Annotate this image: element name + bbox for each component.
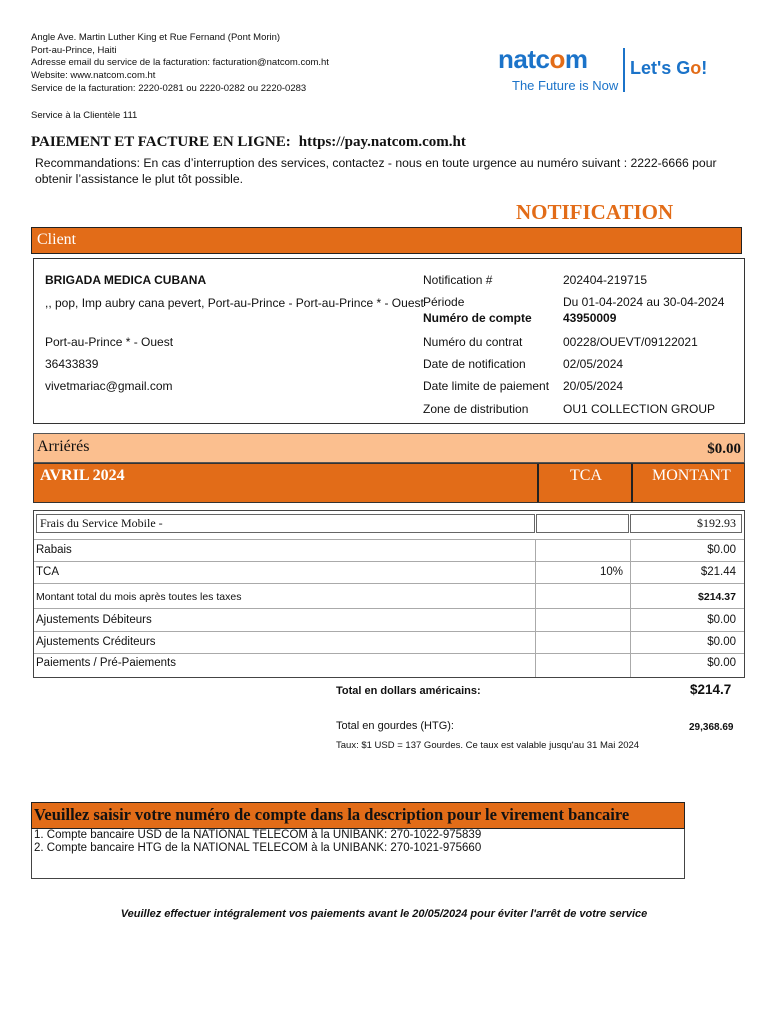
bank-transfer-header: Veuillez saisir votre numéro de compte dans la description pour le virement bancaire <box>31 802 685 829</box>
exchange-rate-note: Taux: $1 USD = 137 Gourdes. Ce taux est valable jusqu'au 31 Mai 2024 <box>336 740 640 751</box>
column-divider <box>630 539 631 677</box>
htg-total-value: 29,368.69 <box>689 722 734 733</box>
notification-number-label: Notification # <box>423 273 493 287</box>
billing-phone-line: Service de la facturation: 2220-0281 ou 2220-0282 ou 2220-0283 <box>31 82 307 94</box>
customer-service-line: Service à la Clientèle 111 <box>31 110 138 121</box>
arrears-label: Arriérés <box>37 438 90 455</box>
client-section-header: Client <box>31 227 742 254</box>
tca-column-header: TCA <box>570 467 602 484</box>
tca-label: TCA <box>36 566 59 578</box>
credit-adjustments-value: $0.00 <box>707 636 736 648</box>
row-divider <box>34 653 744 654</box>
usd-total-value: $214.7 <box>690 682 732 697</box>
notification-date-value: 02/05/2024 <box>563 357 624 371</box>
client-info-box <box>33 258 745 424</box>
usd-bank-account: 1. Compte bancaire USD de la NATIONAL TELECOM à la UNIBANK: 270-1022-975839 <box>34 829 482 841</box>
notification-title: NOTIFICATION <box>516 200 674 224</box>
distribution-zone-value: OU1 COLLECTION GROUP <box>563 402 716 416</box>
client-email: vivetmariac@gmail.com <box>45 379 173 393</box>
column-divider <box>537 464 539 502</box>
distribution-zone-label: Zone de distribution <box>423 402 529 416</box>
debit-adjustments-label: Ajustements Débiteurs <box>36 614 152 626</box>
usd-total-label: Total en dollars américains: <box>336 685 481 697</box>
client-phone: 36433839 <box>45 357 99 371</box>
brand-slogan: Let's Go! <box>630 58 708 78</box>
rabais-value: $0.00 <box>707 544 736 556</box>
account-number-label: Numéro de compte <box>423 311 532 325</box>
htg-total-label: Total en gourdes (HTG): <box>336 720 454 732</box>
tca-rate: 10% <box>600 566 624 578</box>
brand-wordmark: natcom <box>498 44 588 74</box>
payment-deadline-note: Veuillez effectuer intégralement vos paiements avant le 20/05/2024 pour éviter l'arrêt de votre service <box>120 908 648 920</box>
logo-divider <box>623 48 625 92</box>
row-divider <box>34 539 744 540</box>
payments-label: Paiements / Pré-Paiements <box>36 657 176 669</box>
payments-value: $0.00 <box>707 657 736 669</box>
service-charge-label: Frais du Service Mobile - <box>40 516 163 530</box>
period-header-label: AVRIL 2024 <box>40 467 125 484</box>
montant-column-header: MONTANT <box>652 467 731 484</box>
bank-accounts-box <box>31 829 685 879</box>
contract-number-label: Numéro du contrat <box>423 335 523 349</box>
htg-bank-account: 2. Compte bancaire HTG de la NATIONAL TELECOM à la UNIBANK: 270-1021-975660 <box>34 842 482 854</box>
column-divider <box>631 464 633 502</box>
address-line-1: Angle Ave. Martin Luther King et Rue Fernand (Pont Morin) <box>31 32 281 43</box>
client-city: Port-au-Prince * - Ouest <box>45 335 174 349</box>
monthly-total-label: Montant total du mois après toutes les taxes <box>36 591 242 603</box>
address-line-2: Port-au-Prince, Haiti <box>31 44 117 56</box>
online-payment-url[interactable]: https://pay.natcom.com.ht <box>298 134 466 150</box>
due-date-label: Date limite de paiement <box>423 379 550 393</box>
service-charge-value: $192.93 <box>697 516 736 530</box>
monthly-total-value: $214.37 <box>698 591 736 603</box>
arrears-value: $0.00 <box>707 441 741 457</box>
charges-table <box>33 510 745 678</box>
due-date-value: 20/05/2024 <box>563 379 624 393</box>
notification-date-label: Date de notification <box>423 357 526 371</box>
row-divider <box>34 583 744 584</box>
online-payment-label: PAIEMENT ET FACTURE EN LIGNE: <box>31 134 291 150</box>
brand-tagline: The Future is Now <box>512 78 619 93</box>
row-divider <box>34 561 744 562</box>
rabais-label: Rabais <box>36 544 72 556</box>
row-divider <box>34 608 744 609</box>
website-line: Website: www.natcom.com.ht <box>31 70 156 82</box>
credit-adjustments-label: Ajustements Créditeurs <box>36 636 156 648</box>
debit-adjustments-value: $0.00 <box>707 614 736 626</box>
recommendation-text: Recommandations: En cas d’interruption des services, contactez - nous en toute urgence au numéro suivant : 2222-6666 pour obtenir l’assistance le plut tôt possible. <box>35 156 717 186</box>
row-divider <box>34 631 744 632</box>
tca-value: $21.44 <box>700 566 736 578</box>
natcom-logo <box>498 44 713 96</box>
notification-number-value: 202404-219715 <box>563 273 648 287</box>
company-address-block <box>31 32 329 96</box>
online-payment-line <box>31 134 466 151</box>
period-header-bar <box>33 463 745 503</box>
client-name: BRIGADA MEDICA CUBANA <box>45 273 207 287</box>
contract-number-value: 00228/OUEVT/09122021 <box>563 335 698 349</box>
client-address: ,, pop, Imp aubry cana pevert, Port-au-Prince - Port-au-Prince * - Ouest <box>45 296 424 310</box>
column-divider <box>535 539 536 677</box>
account-number-value: 43950009 <box>563 311 617 325</box>
billing-email-line: Adresse email du service de la facturation: facturation@natcom.com.ht <box>31 57 329 69</box>
service-tca-cell <box>536 514 629 533</box>
period-value: Du 01-04-2024 au 30-04-2024 <box>563 295 725 309</box>
period-label: Période <box>423 295 465 309</box>
arrears-bar <box>33 433 745 463</box>
